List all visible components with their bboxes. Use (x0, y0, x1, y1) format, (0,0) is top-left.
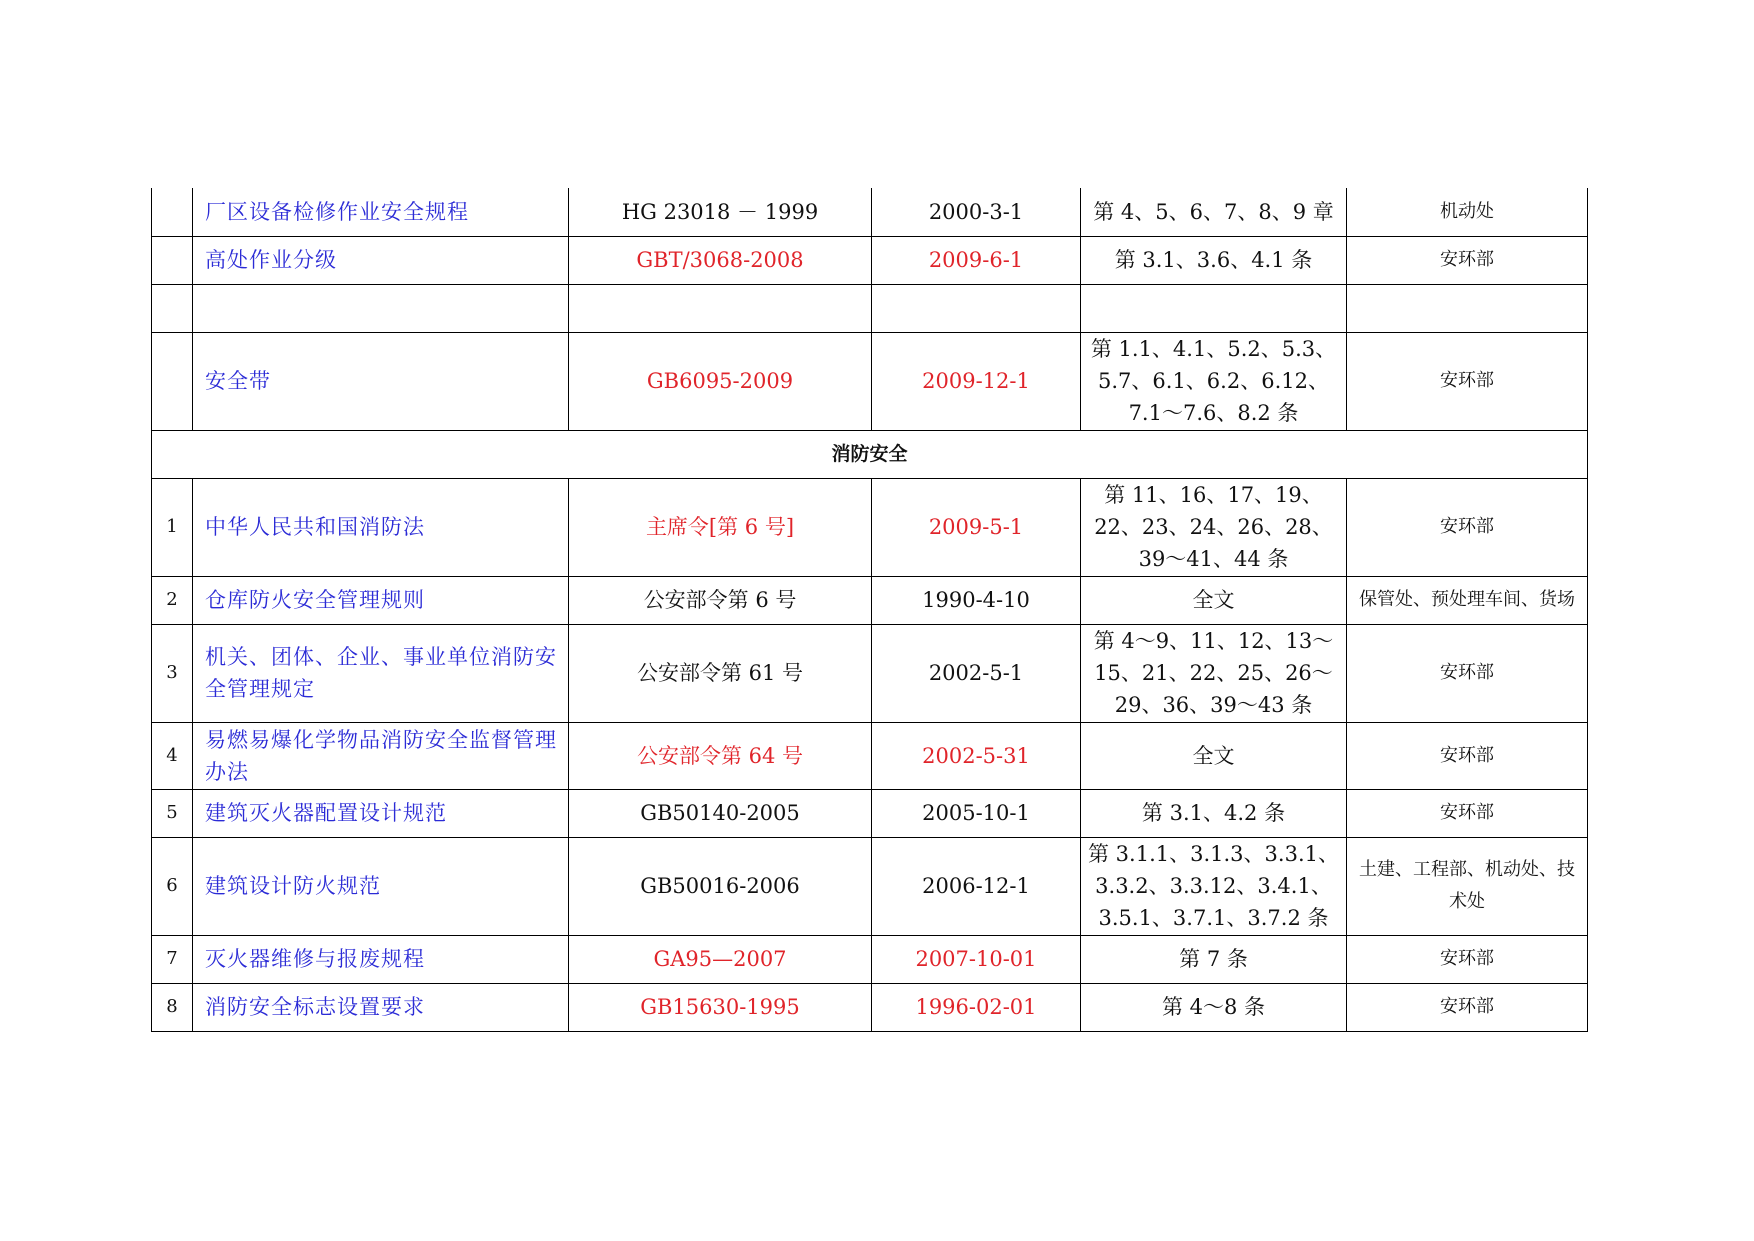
regulation-code: 公安部令第 6 号 (569, 576, 872, 624)
regulation-name: 灭火器维修与报废规程 (193, 935, 569, 983)
table-row (152, 789, 1588, 837)
regulation-code: 主席令[第 6 号] (569, 478, 872, 576)
applicable-clauses: 第 3.1、4.2 条 (1081, 789, 1347, 837)
regulation-code: GA95—2007 (569, 935, 872, 983)
regulation-name: 建筑灭火器配置设计规范 (193, 789, 569, 837)
responsible-department: 安环部 (1347, 236, 1588, 284)
effective-date: 2009-5-1 (872, 478, 1081, 576)
regulation-name: 高处作业分级 (193, 236, 569, 284)
responsible-department: 安环部 (1347, 722, 1588, 789)
effective-date: 1990-4-10 (872, 576, 1081, 624)
responsible-department: 机动处 (1347, 188, 1588, 236)
applicable-clauses: 全文 (1081, 576, 1347, 624)
regulation-name: 易燃易爆化学物品消防安全监督管理办法 (193, 722, 569, 789)
row-number: 6 (152, 837, 193, 935)
regulation-name: 消防安全标志设置要求 (193, 983, 569, 1031)
table-row (152, 188, 1588, 236)
applicable-clauses: 第 3.1.1、3.1.3、3.3.1、3.3.2、3.3.12、3.4.1、3.5.1、3.7.1、3.7.2 条 (1081, 837, 1347, 935)
row-number (152, 284, 193, 332)
regulation-code: 公安部令第 61 号 (569, 624, 872, 722)
applicable-clauses: 第 11、16、17、19、22、23、24、26、28、39～41、44 条 (1081, 478, 1347, 576)
regulation-code: GB15630-1995 (569, 983, 872, 1031)
responsible-department: 安环部 (1347, 624, 1588, 722)
applicable-clauses (1081, 284, 1347, 332)
responsible-department: 安环部 (1347, 935, 1588, 983)
table-row (152, 332, 1588, 430)
responsible-department: 保管处、预处理车间、货场 (1347, 576, 1588, 624)
regulation-name: 仓库防火安全管理规则 (193, 576, 569, 624)
row-number: 8 (152, 983, 193, 1031)
responsible-department: 安环部 (1347, 478, 1588, 576)
table-row (152, 478, 1588, 576)
row-number: 7 (152, 935, 193, 983)
responsible-department (1347, 284, 1588, 332)
row-number: 1 (152, 478, 193, 576)
effective-date: 2000-3-1 (872, 188, 1081, 236)
row-number (152, 332, 193, 430)
effective-date: 2009-6-1 (872, 236, 1081, 284)
effective-date: 2002-5-31 (872, 722, 1081, 789)
effective-date: 2002-5-1 (872, 624, 1081, 722)
regulation-code: GB50016-2006 (569, 837, 872, 935)
responsible-department: 安环部 (1347, 789, 1588, 837)
row-number: 5 (152, 789, 193, 837)
table-row (152, 284, 1588, 332)
table-row (152, 983, 1588, 1031)
row-number (152, 236, 193, 284)
regulation-code: GBT/3068-2008 (569, 236, 872, 284)
regulations-table (151, 188, 1588, 1032)
applicable-clauses: 第 4、5、6、7、8、9 章 (1081, 188, 1347, 236)
regulation-name: 机关、团体、企业、事业单位消防安全管理规定 (193, 624, 569, 722)
applicable-clauses: 第 4～9、11、12、13～15、21、22、25、26～29、36、39～43 条 (1081, 624, 1347, 722)
regulation-code: 公安部令第 64 号 (569, 722, 872, 789)
applicable-clauses: 第 3.1、3.6、4.1 条 (1081, 236, 1347, 284)
regulation-name (193, 284, 569, 332)
responsible-department: 安环部 (1347, 332, 1588, 430)
applicable-clauses: 全文 (1081, 722, 1347, 789)
effective-date: 2005-10-1 (872, 789, 1081, 837)
applicable-clauses: 第 4～8 条 (1081, 983, 1347, 1031)
table-row (152, 935, 1588, 983)
table-row (152, 624, 1588, 722)
regulation-code: HG 23018 － 1999 (569, 188, 872, 236)
regulation-name: 建筑设计防火规范 (193, 837, 569, 935)
table-row (152, 576, 1588, 624)
row-number: 3 (152, 624, 193, 722)
effective-date: 1996-02-01 (872, 983, 1081, 1031)
row-number: 4 (152, 722, 193, 789)
applicable-clauses: 第 1.1、4.1、5.2、5.3、5.7、6.1、6.2、6.12、7.1～7.6、8.2 条 (1081, 332, 1347, 430)
effective-date: 2009-12-1 (872, 332, 1081, 430)
section-header-row (152, 430, 1588, 478)
regulation-name: 安全带 (193, 332, 569, 430)
responsible-department: 土建、工程部、机动处、技术处 (1347, 837, 1588, 935)
table-row (152, 837, 1588, 935)
table-row (152, 722, 1588, 789)
table-row (152, 236, 1588, 284)
regulation-name: 中华人民共和国消防法 (193, 478, 569, 576)
responsible-department: 安环部 (1347, 983, 1588, 1031)
regulation-code (569, 284, 872, 332)
regulation-code: GB6095-2009 (569, 332, 872, 430)
regulation-name: 厂区设备检修作业安全规程 (193, 188, 569, 236)
section-title: 消防安全 (152, 430, 1588, 478)
regulation-code: GB50140-2005 (569, 789, 872, 837)
effective-date: 2007-10-01 (872, 935, 1081, 983)
row-number (152, 188, 193, 236)
row-number: 2 (152, 576, 193, 624)
effective-date (872, 284, 1081, 332)
applicable-clauses: 第 7 条 (1081, 935, 1347, 983)
effective-date: 2006-12-1 (872, 837, 1081, 935)
